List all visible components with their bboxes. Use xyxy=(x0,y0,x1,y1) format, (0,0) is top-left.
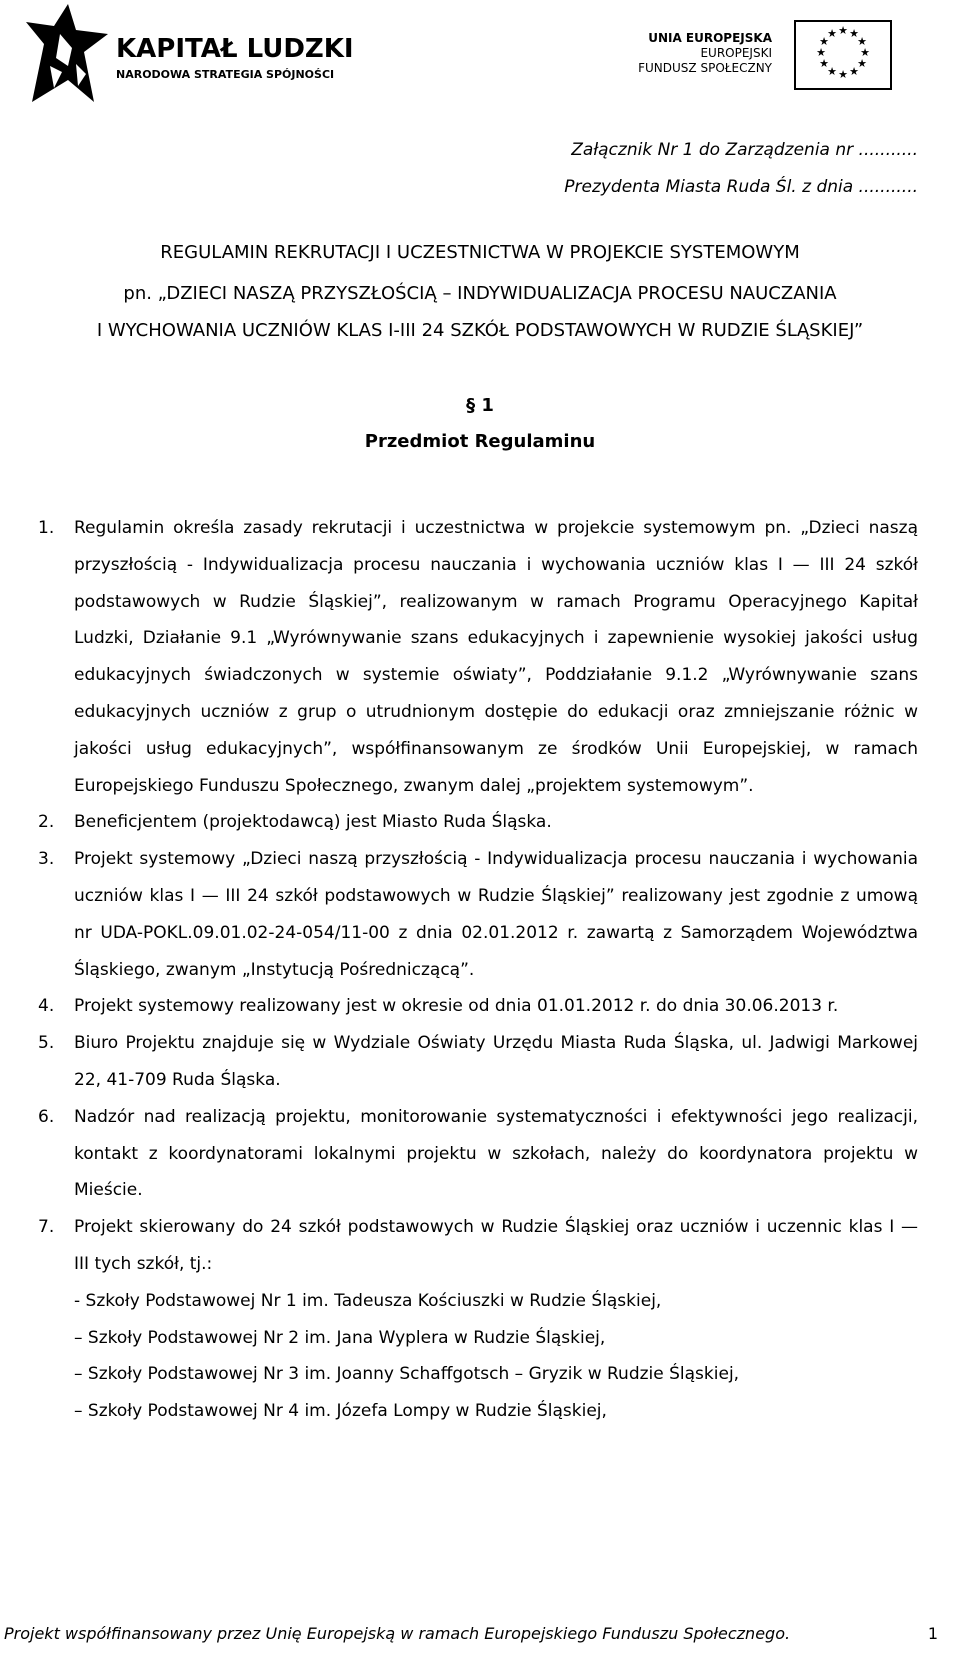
eu-flag xyxy=(794,20,892,90)
item-number: 1. xyxy=(38,518,55,538)
item-number: 4. xyxy=(38,996,55,1017)
svg-text:★: ★ xyxy=(860,46,870,59)
item-text: Nadzór nad realizacją projektu, monitorowanie systematyczności i efektywności jego realizacji, kontakt z koordynatorami lokalnymi projektu w szkołach, należy do koordynatora projektu w Mieście. xyxy=(74,1106,918,1201)
item-text: Projekt systemowy realizowany jest w okresie od dnia 01.01.2012 r. do dnia 30.06.2013 r. xyxy=(74,996,839,1017)
list-item xyxy=(38,804,918,841)
section-heading: Przedmiot Regulaminu xyxy=(364,431,596,452)
svg-text:★: ★ xyxy=(827,65,837,78)
svg-text:★: ★ xyxy=(849,27,859,40)
eu-logo-text xyxy=(552,30,772,76)
svg-text:★: ★ xyxy=(816,46,826,59)
kapital-ludzki-subtitle: NARODOWA STRATEGIA SPÓJNOŚCI xyxy=(116,68,335,81)
school-list-item: – Szkoły Podstawowej Nr 3 im. Joanny Schaffgotsch – Gryzik w Rudzie Śląskiej, xyxy=(74,1364,740,1385)
item-number: 5. xyxy=(38,1033,55,1054)
item-text: Biuro Projektu znajduje się w Wydziale Oświaty Urzędu Miasta Ruda Śląska, ul. Jadwigi Markowej 22, 41-709 Ruda Śląska. xyxy=(74,1033,918,1090)
item-text: Projekt skierowany do 24 szkół podstawowych w Rudzie Śląskiej oraz uczniów i uczennic klas I — III tych szkół, tj.: xyxy=(74,1217,918,1274)
page-header xyxy=(0,0,960,110)
kapital-ludzki-logo xyxy=(24,4,354,104)
annex-line-2: Prezydenta Miasta Ruda Śl. z dnia ........... xyxy=(564,177,918,197)
document-title-line-1: REGULAMIN REKRUTACJI I UCZESTNICTWA W PROJEKCIE SYSTEMOWYM xyxy=(160,242,800,263)
document-title-line-2: pn. „DZIECI NASZĄ PRZYSZŁOŚCIĄ – INDYWIDUALIZACJA PROCESU NAUCZANIA xyxy=(123,283,837,304)
eu-logo xyxy=(552,20,892,96)
list-item xyxy=(38,1025,918,1099)
list-item xyxy=(38,1099,918,1209)
svg-text:★: ★ xyxy=(857,35,867,48)
eu-logo-line2: EUROPEJSKI xyxy=(700,46,772,60)
school-list-item: – Szkoły Podstawowej Nr 2 im. Jana Wyplera w Rudzie Śląskiej, xyxy=(74,1327,606,1348)
svg-text:★: ★ xyxy=(819,35,829,48)
svg-text:★: ★ xyxy=(819,57,829,70)
school-list-item: - Szkoły Podstawowej Nr 1 im. Tadeusza Kościuszki w Rudzie Śląskiej, xyxy=(74,1290,662,1311)
regulation-body xyxy=(38,510,918,1430)
item-text: Beneficjentem (projektodawcą) jest Miasto Ruda Śląska. xyxy=(74,812,552,833)
svg-text:★: ★ xyxy=(827,27,837,40)
eu-stars-icon xyxy=(796,22,890,88)
item-number: 7. xyxy=(38,1217,55,1238)
item-text: Regulamin określa zasady rekrutacji i uczestnictwa w projekcie systemowym pn. „Dzieci naszą przyszłością - Indywidualizacja procesu nauczania i wychowania uczniów klas I — III 24 szkół podstawowych w Rudzie Śląskiej”, realizowanym w ramach Programu Operacyjnego Kapitał Ludzki, Działanie 9.1 „Wyrównywanie szans edukacyjnych i zapewnienie wysokiej jakości usług edukacyjnych świadczonych w systemie oświaty”, Poddziałanie 9.1.2 „Wyrównywanie szans edukacyjnych uczniów z grup o utrudnionym dostępie do edukacji oraz zmniejszanie różnic w jakości usług edukacyjnych”, współfinansowanym ze środków Unii Europejskiej, w ramach Europejskiego Funduszu Społecznego, zwanym dalej „projektem systemowym”. xyxy=(74,518,918,796)
item-text: Projekt systemowy „Dzieci naszą przyszłością - Indywidualizacja procesu nauczania i wychowania uczniów klas I — III 24 szkół podstawowych w Rudzie Śląskiej” realizowany jest zgodnie z umową nr UDA-POKL.09.01.02-24-054/11-00 z dnia 02.01.2012 r. zawartą z Samorządem Województwa Śląskiego, zwanym „Instytucją Pośredniczącą”. xyxy=(74,849,918,980)
svg-text:★: ★ xyxy=(838,24,848,37)
item-number: 2. xyxy=(38,812,55,833)
kapital-ludzki-title: KAPITAŁ LUDZKI xyxy=(116,34,354,64)
list-item xyxy=(38,988,918,1025)
page-number: 1 xyxy=(927,1624,938,1643)
eu-logo-line1: UNIA EUROPEJSKA xyxy=(648,31,772,45)
list-item xyxy=(38,1209,918,1283)
svg-text:★: ★ xyxy=(849,65,859,78)
footer-text: Projekt współfinansowany przez Unię Europejską w ramach Europejskiego Funduszu Społecznego. xyxy=(4,1624,791,1643)
item-number: 3. xyxy=(38,849,55,870)
eu-logo-line3: FUNDUSZ SPOŁECZNY xyxy=(638,61,772,75)
list-item xyxy=(38,510,918,804)
svg-text:★: ★ xyxy=(838,68,848,81)
item-number: 6. xyxy=(38,1106,55,1127)
school-list-item: – Szkoły Podstawowej Nr 4 im. Józefa Lompy w Rudzie Śląskiej, xyxy=(74,1401,607,1422)
page-footer xyxy=(0,1618,960,1653)
document-title-line-3: I WYCHOWANIA UCZNIÓW KLAS I-III 24 SZKÓŁ PODSTAWOWYCH W RUDZIE ŚLĄSKIEJ” xyxy=(96,320,864,341)
svg-text:★: ★ xyxy=(857,57,867,70)
kapital-ludzki-emblem-icon xyxy=(24,4,114,104)
annex-line-1: Załącznik Nr 1 do Zarządzenia nr ........... xyxy=(571,140,918,160)
section-number: § 1 xyxy=(466,395,494,416)
list-item xyxy=(38,841,918,988)
